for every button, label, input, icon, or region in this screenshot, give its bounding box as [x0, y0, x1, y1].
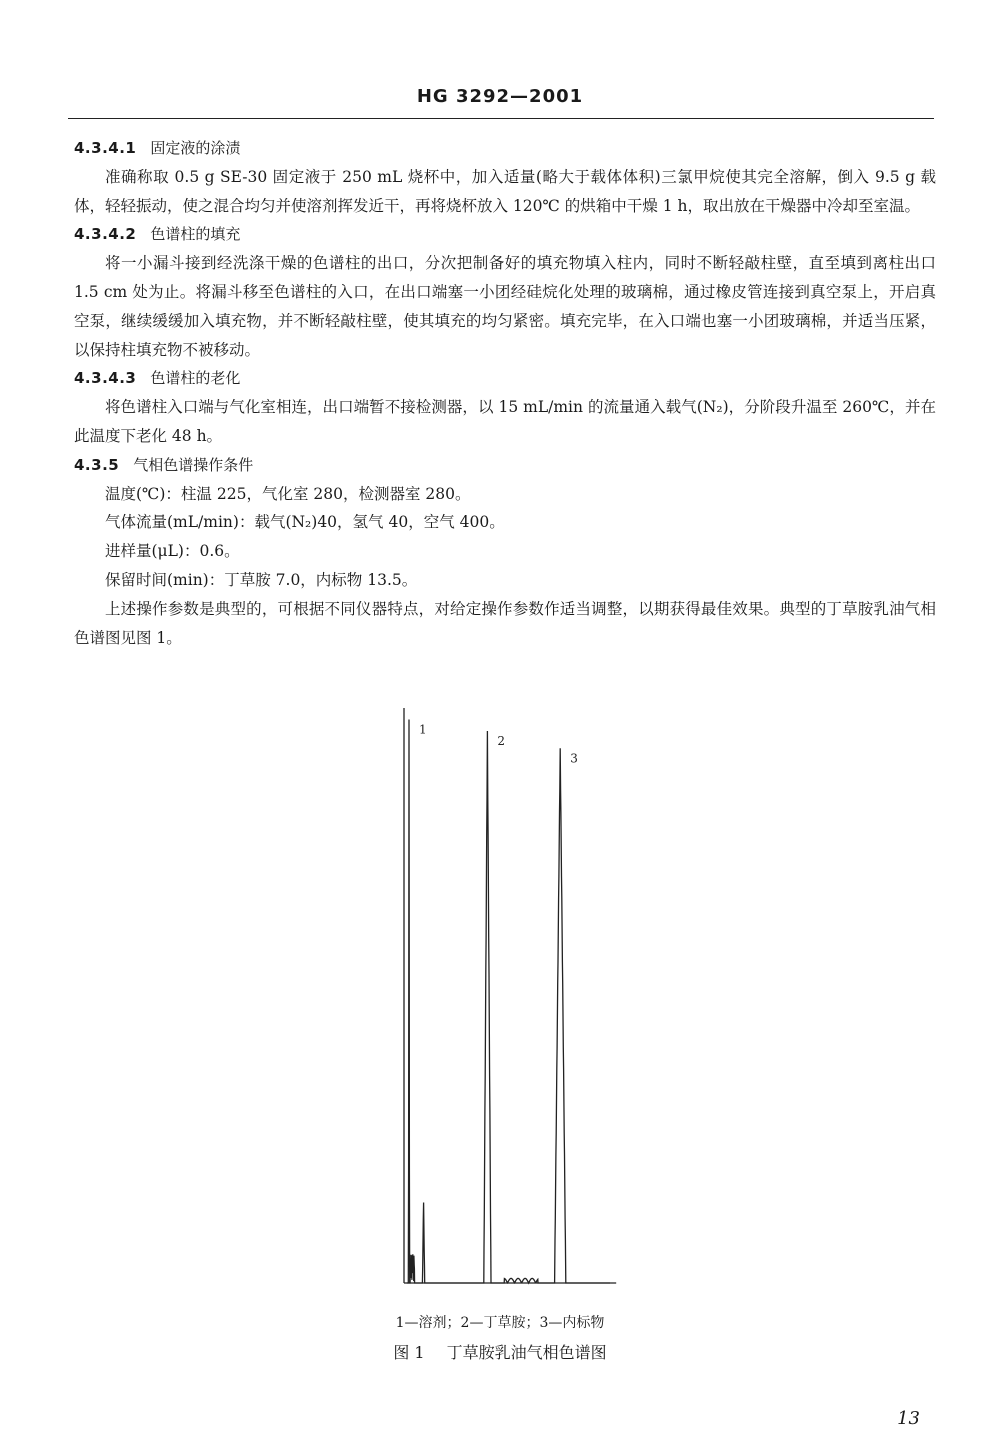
section-title: 色谱柱的填充 — [150, 225, 241, 244]
section-title: 固定液的涂渍 — [150, 139, 241, 157]
figure-caption — [0, 1340, 1000, 1363]
condition-gas-flow: 气体流量(mL/min)：载气(N₂)40，氢气 40，空气 400。 — [105, 513, 505, 532]
peak-label-1: 1 — [419, 722, 427, 737]
header-rule — [68, 118, 934, 119]
body-content — [74, 134, 936, 652]
section-heading-4342 — [74, 220, 936, 249]
page-number: 13 — [897, 1408, 920, 1429]
section-number: 4.3.4.3 — [74, 369, 137, 388]
section-heading-4343 — [74, 364, 936, 393]
figure-number: 图 1 — [393, 1343, 425, 1362]
chromatogram — [390, 700, 620, 1300]
section-text-4343: 将色谱柱入口端与气化室相连，出口端暂不接检测器，以 15 mL/min 的流量通入载气(N₂)，分阶段升温至 260℃，并在此温度下老化 48 h。 — [74, 398, 936, 445]
condition-retention-time: 保留时间(min)：丁草胺 7.0，内标物 13.5。 — [105, 570, 418, 589]
section-heading-4341 — [74, 134, 936, 163]
figure-legend: 1—溶剂；2—丁草胺；3—内标物 — [395, 1315, 605, 1331]
peak-label-3: 3 — [570, 751, 578, 766]
section-title: 气相色谱操作条件 — [133, 455, 254, 474]
condition-injection-volume: 进样量(μL)：0.6。 — [105, 542, 240, 561]
section-text-4341: 准确称取 0.5 g SE-30 固定液于 250 mL 烧杯中，加入适量(略大于载体体积)三氯甲烷使其完全溶解，倒入 9.5 g 载体，轻轻振动，使之混合均匀并使溶剂挥发近干，再将烧杯放入 120℃ 的烘箱中干燥 1 h，取出放在干燥器中冷却至室温。 — [74, 167, 936, 215]
section-text-4342: 将一小漏斗接到经洗涤干燥的色谱柱的出口，分次把制备好的填充物填入柱内，同时不断轻敲柱壁，直至填到离柱出口 1.5 cm 处为止。将漏斗移至色谱柱的入口，在出口端塞一小团经硅烷化处理的玻璃棉，通过橡皮管连接到真空泵上，开启真空泵，继续缓缓加入填充物，并不断轻敲柱壁，使其填充的均匀紧密。填充完毕，在入口端也塞一小团玻璃棉，并适当压紧，以保持柱填充物不被移动。 — [74, 254, 936, 359]
chromatogram-svg — [390, 700, 620, 1300]
section-heading-435 — [74, 451, 936, 480]
peak-label-2: 2 — [497, 734, 506, 748]
section-number: 4.3.4.1 — [74, 139, 137, 157]
chromatogram-trace — [407, 720, 616, 1284]
section-number: 4.3.4.2 — [74, 225, 137, 244]
figure-caption-text: 丁草胺乳油气相色谱图 — [446, 1343, 607, 1362]
closing-paragraph: 上述操作参数是典型的，可根据不同仪器特点，对给定操作参数作适当调整，以期获得最佳效果。典型的丁草胺乳油气相色谱图见图 1。 — [74, 599, 936, 647]
condition-temperature: 温度(℃)：柱温 225，气化室 280，检测器室 280。 — [105, 484, 471, 503]
standard-code: HG 3292—2001 — [416, 86, 584, 107]
section-title: 色谱柱的老化 — [150, 369, 241, 388]
section-number: 4.3.5 — [74, 455, 120, 474]
